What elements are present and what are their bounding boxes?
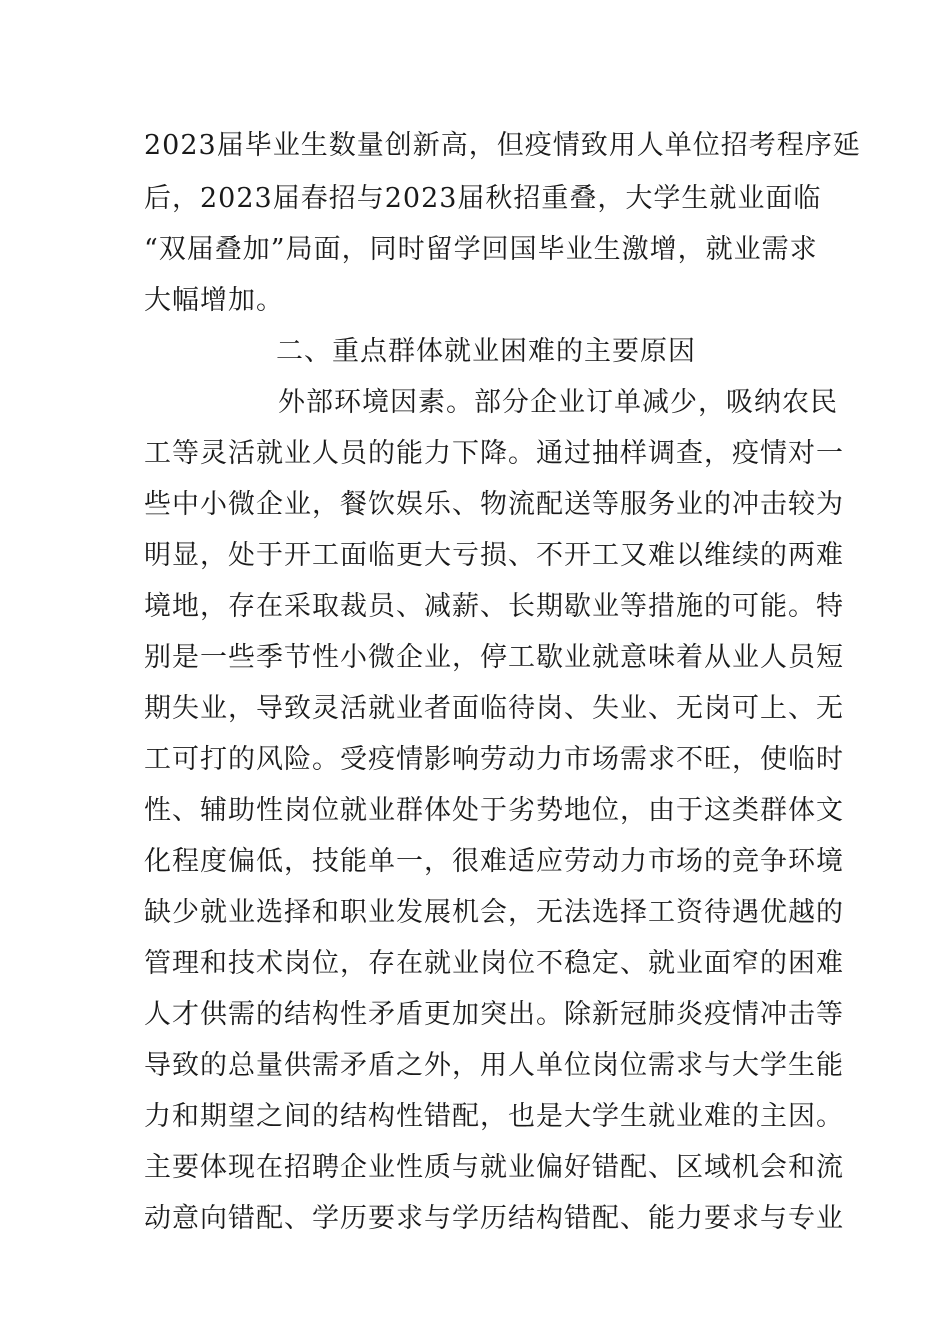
text-line: 管理和技术岗位，存在就业岗位不稳定、就业面窄的困难	[144, 948, 844, 979]
text-line: 导致的总量供需矛盾之外，用人单位岗位需求与大学生能	[144, 1050, 844, 1081]
text-line: 动意向错配、学历要求与学历结构错配、能力要求与专业	[144, 1203, 844, 1234]
text-line: 些中小微企业，餐饮娱乐、物流配送等服务业的冲击较为	[144, 489, 844, 520]
text-line: 境地，存在采取裁员、减薪、长期歇业等措施的可能。特	[144, 591, 844, 622]
text-line: 别是一些季节性小微企业，停工歇业就意味着从业人员短	[144, 642, 844, 673]
text-line: 性、辅助性岗位就业群体处于劣势地位，由于这类群体文	[144, 795, 844, 826]
text-line: 力和期望之间的结构性错配，也是大学生就业难的主因。	[144, 1101, 844, 1132]
text-line: “双届叠加”局面，同时留学回国毕业生激增，就业需求	[144, 234, 818, 265]
text-line: 缺少就业选择和职业发展机会，无法选择工资待遇优越的	[144, 897, 844, 928]
text-line: 工可打的风险。受疫情影响劳动力市场需求不旺，使临时	[144, 744, 844, 775]
text-line: 大幅增加。	[144, 285, 284, 316]
text-line: 工等灵活就业人员的能力下降。通过抽样调查，疫情对一	[144, 438, 844, 469]
text-line: 明显，处于开工面临更大亏损、不开工又难以维续的两难	[144, 540, 844, 571]
text-line: 主要体现在招聘企业性质与就业偏好错配、区域机会和流	[144, 1152, 844, 1183]
text-line: 期失业，导致灵活就业者面临待岗、失业、无岗可上、无	[144, 693, 844, 724]
text-line: 2023届毕业生数量创新高，但疫情致用人单位招考程序延	[144, 130, 861, 161]
paragraph-first-line: 外部环境因素。部分企业订单减少，吸纳农民	[278, 387, 838, 418]
text-line: 化程度偏低，技能单一，很难适应劳动力市场的竞争环境	[144, 846, 844, 877]
text-line: 人才供需的结构性矛盾更加突出。除新冠肺炎疫情冲击等	[144, 999, 844, 1030]
section-heading: 二、重点群体就业困难的主要原因	[276, 336, 696, 367]
text-line: 后，2023届春招与2023届秋招重叠，大学生就业面临	[144, 183, 822, 214]
